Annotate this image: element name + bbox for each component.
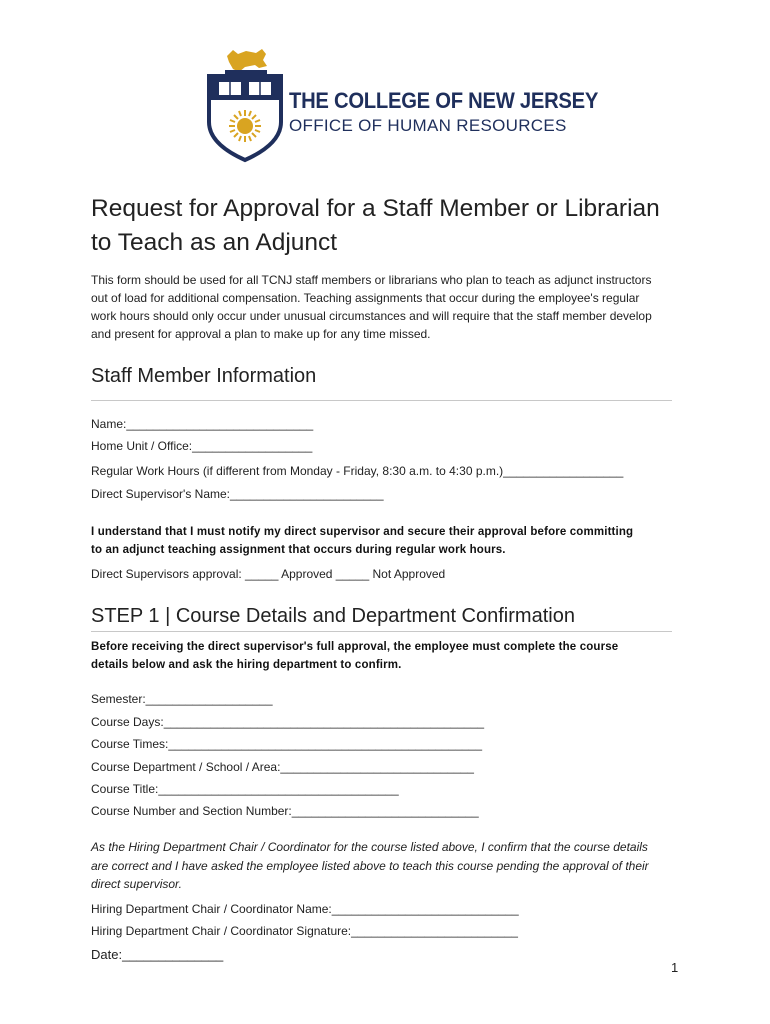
supervisor-notice [91,524,691,559]
page-title [91,192,711,260]
step1-instruction [91,639,691,674]
page-number: 1 [671,960,679,975]
course-title-field[interactable]: Course Title:____________________________________ [91,782,399,796]
step1-heading: STEP 1 | Course Details and Department Confirmation [91,605,575,627]
course-department-field[interactable]: Course Department / School / Area:_____________________________ [91,760,474,774]
intro-paragraph [91,271,691,343]
instruction-line: Before receiving the direct supervisor's full approval, the employee must complete the course [91,641,619,653]
name-field[interactable]: Name:____________________________ [91,417,314,431]
confirm-line: are correct and I have asked the employee listed above to teach this course pending the approval of their [91,858,649,873]
supervisor-name-field[interactable]: Direct Supervisor's Name:_______________________ [91,487,384,501]
date-field[interactable]: Date:______________ [91,947,224,962]
instruction-line: details below and ask the hiring department to confirm. [91,658,402,671]
notice-line: I understand that I must notify my direct supervisor and secure their approval before committing [91,526,634,538]
semester-field[interactable]: Semester:___________________ [91,692,273,706]
course-number-field[interactable]: Course Number and Section Number:____________________________ [91,804,479,818]
intro-line: out of load for additional compensation. Teaching assignments that occur during the employee's regular [91,291,640,305]
confirm-line: As the Hiring Department Chair / Coordinator for the course listed above, I confirm that the course details [91,840,648,854]
section-divider [91,400,672,401]
supervisor-approval-field[interactable]: Direct Supervisors approval: _____ Approved _____ Not Approved [91,567,446,581]
chair-signature-field[interactable]: Hiring Department Chair / Coordinator Signature:_________________________ [91,924,518,938]
chair-name-field[interactable]: Hiring Department Chair / Coordinator Name:____________________________ [91,902,519,916]
course-days-field[interactable]: Course Days:________________________________________________ [91,715,485,729]
notice-line: to an adjunct teaching assignment that occurs during regular work hours. [91,543,506,556]
intro-line: This form should be used for all TCNJ staff members or librarians who plan to teach as adjunct instructors [91,273,652,287]
logo-office-name: OFFICE OF HUMAN RESOURCES [289,116,567,135]
shield-crest-icon [205,44,285,164]
logo-college-name: THE COLLEGE OF NEW JERSEY [289,88,599,113]
chair-confirmation-statement [91,838,691,894]
title-line: Request for Approval for a Staff Member or Librarian [91,195,660,222]
home-unit-field[interactable]: Home Unit / Office:__________________ [91,439,313,453]
course-times-field[interactable]: Course Times:_______________________________________________ [91,737,483,751]
work-hours-field[interactable]: Regular Work Hours (if different from Monday - Friday, 8:30 a.m. to 4:30 p.m.)__________________ [91,464,624,478]
title-line: to Teach as an Adjunct [91,229,338,256]
staff-section-heading: Staff Member Information [91,365,317,387]
confirm-line: direct supervisor. [91,877,182,891]
intro-line: work hours should only occur under unusual circumstances and will require that the staff member develop [91,309,652,323]
intro-line: and present for approval a plan to make up for any time missed. [91,327,431,341]
section-divider [91,631,672,632]
